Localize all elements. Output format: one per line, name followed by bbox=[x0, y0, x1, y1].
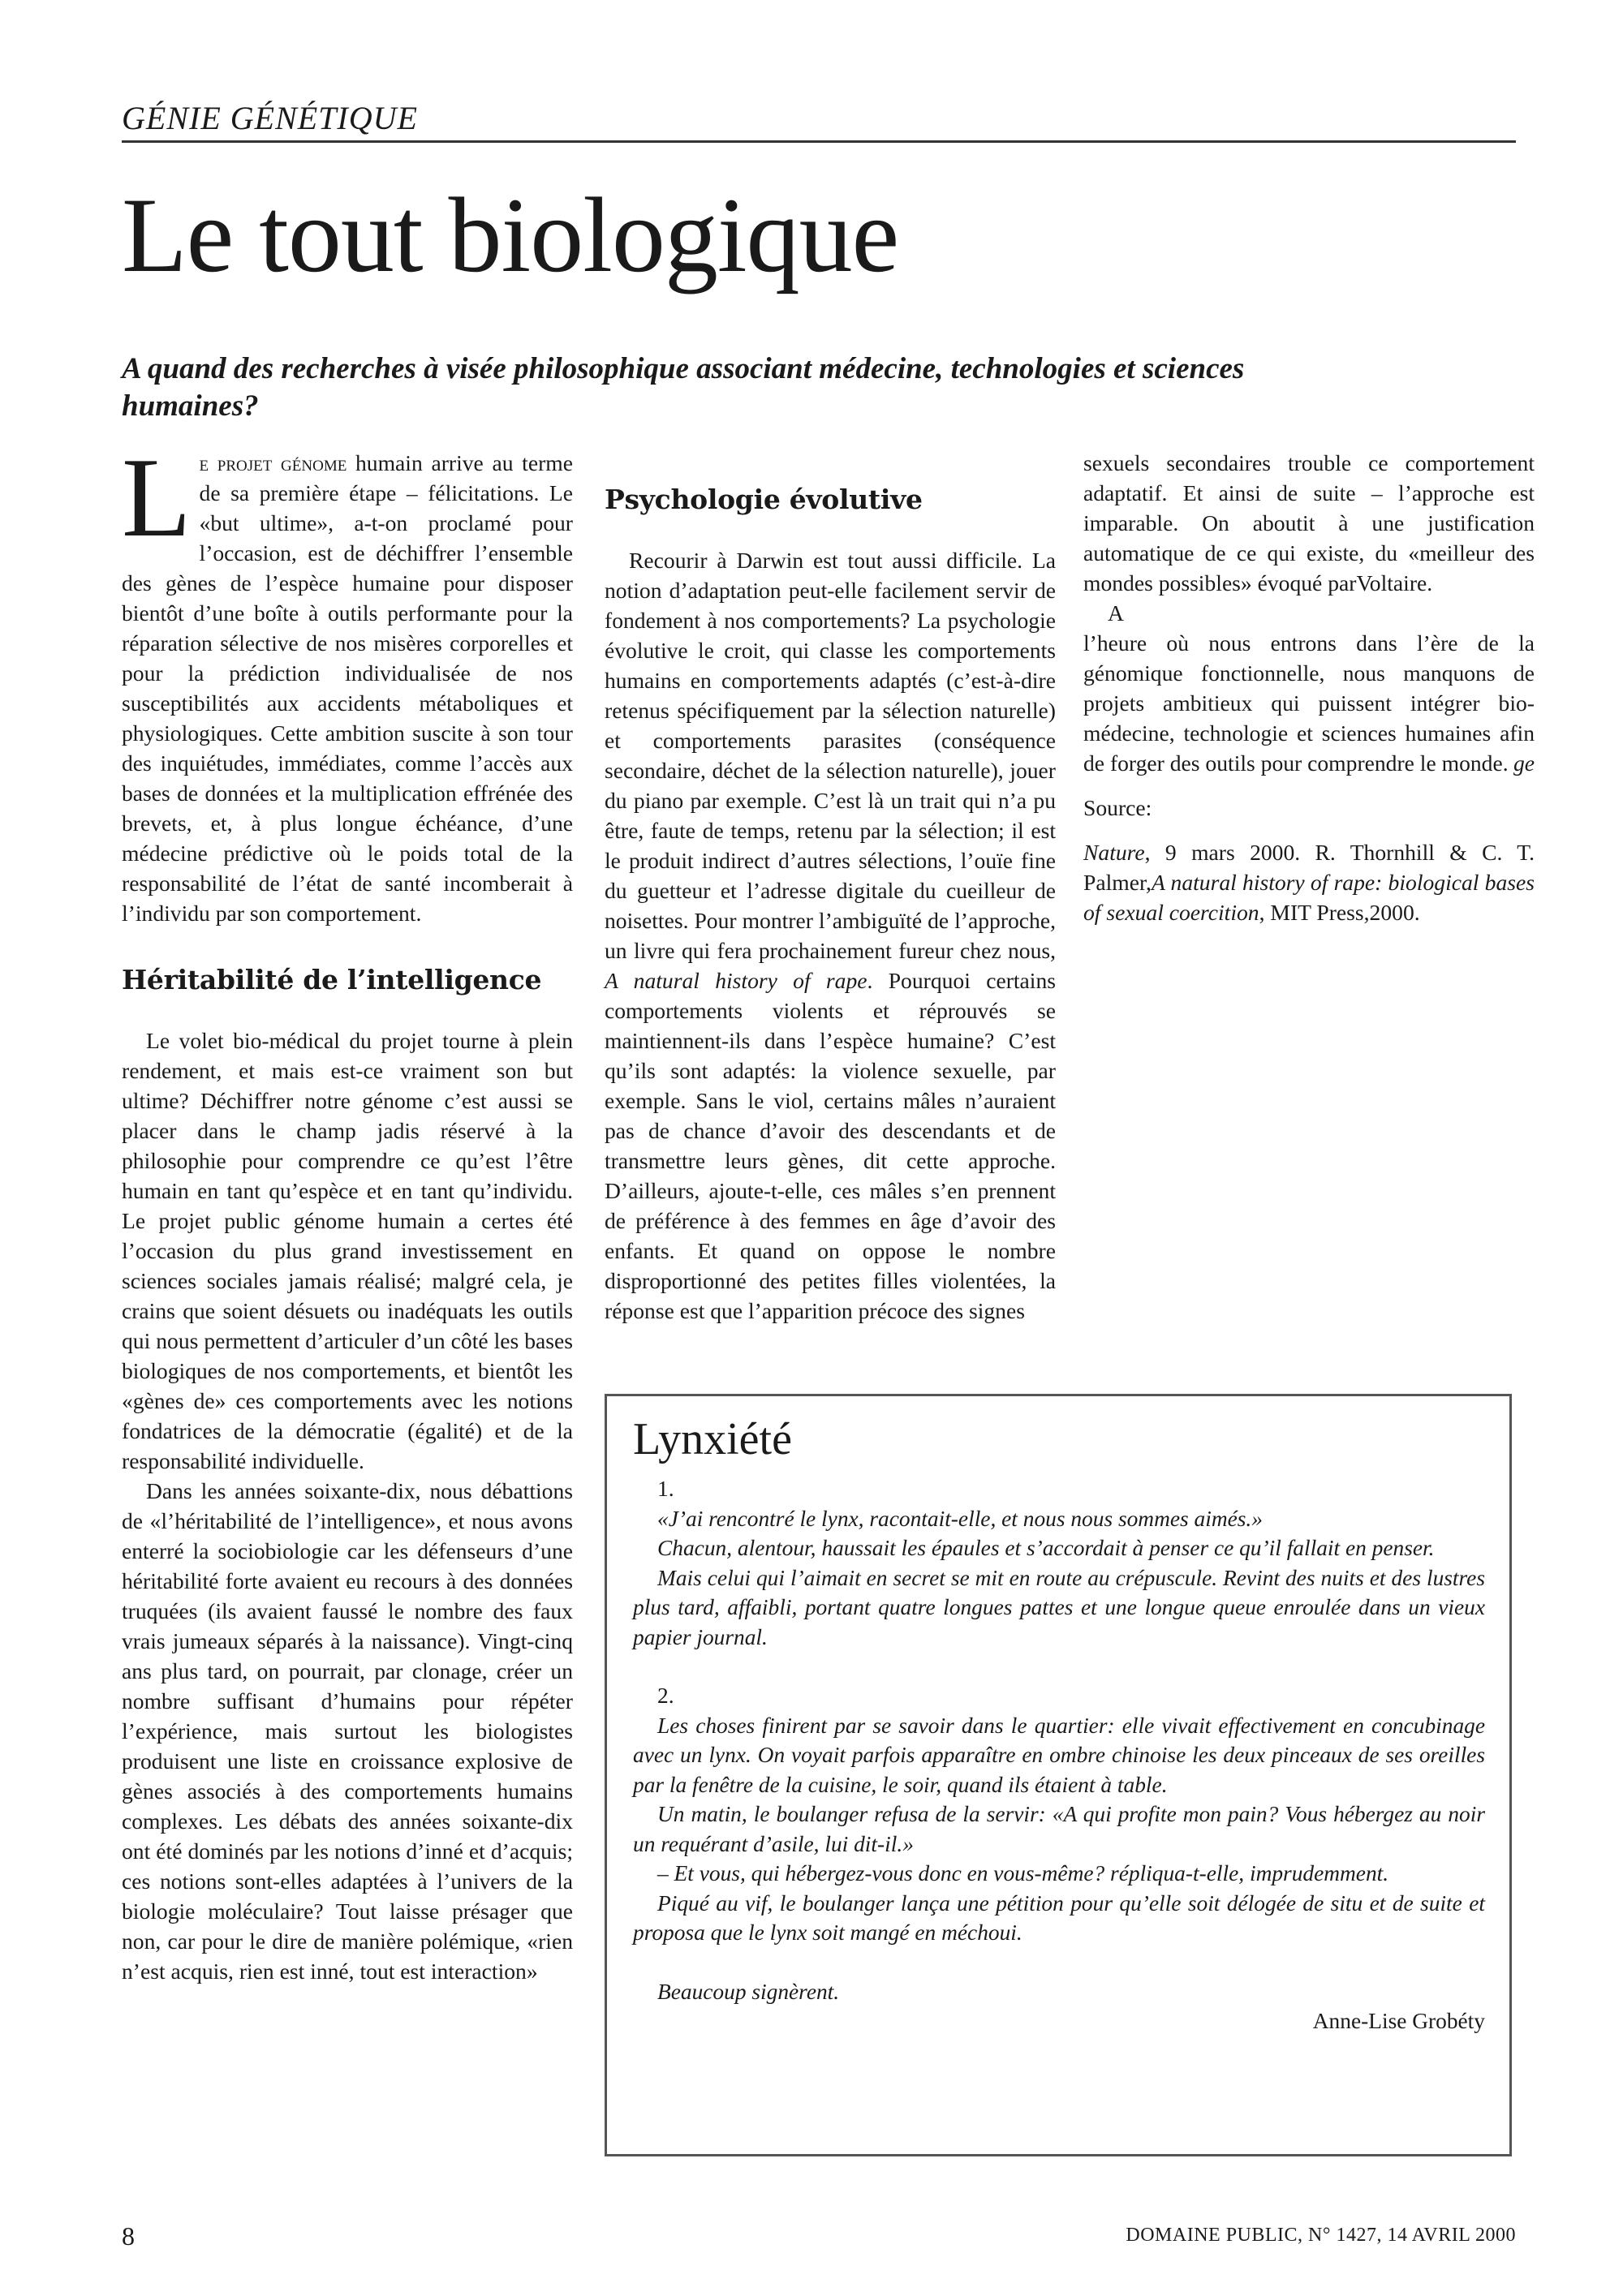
box-paragraph: Un matin, le boulanger refusa de la servir: «A qui profite mon pain? Vous hébergez au noir un requérant d’asile, lui dit-il.» bbox=[633, 1802, 1485, 1856]
article-lead: A quand des recherches à visée philosophique associant médecine, technologies et sciences humaines? bbox=[122, 352, 1245, 423]
box-paragraph: Les choses finirent par se savoir dans le quartier: elle vivait effectivement en concubinage avec un lynx. On voyait parfois apparaître en ombre chinoise les deux pinceaux de ses oreilles par la fenêtre de la cuisine, le soir, quand ils étaient à table. bbox=[633, 1713, 1485, 1797]
box-paragraph: – Et vous, qui hébergez-vous donc en vous-même? répliqua-t-elle, imprudemment. bbox=[657, 1861, 1389, 1885]
section-number: 2. bbox=[657, 1683, 674, 1708]
article-column-2 bbox=[605, 448, 1056, 1326]
article-column-3 bbox=[1083, 448, 1535, 927]
box-author: Anne-Lise Grobéty bbox=[1312, 2009, 1485, 2033]
paragraph-opening bbox=[122, 435, 573, 928]
paragraph: A bbox=[1108, 600, 1124, 626]
box-paragraph: «J’ai rencontré le lynx, racontait-elle, et nous nous sommes aimés.» bbox=[657, 1506, 1263, 1531]
paragraph-text: humain arrive au terme de sa première étape – félicitations. Le «but ultime», a-t-on proclamé pour l’occasion, est de déchiffrer l’ensemble des gènes de l’espèce humaine pour disposer bientôt d’une boîte à outils performante pour la réparation sélective de nos misères corporelles et pour la prédiction individualisée de nos susceptibilités aux accidents métaboliques et physiologiques. Cette ambition suscite à son tour des inquiétudes, immédiates, comme l’accès aux bases de données et la multiplication effrénée des brevets, et, à plus longue échéance, d’une médecine prédictive où le poids total de la responsabilité de l’état de santé incomberait à l’individu par son comportement. bbox=[122, 450, 573, 926]
subheading-heritabilite: Héritabilité de l’intelligence bbox=[122, 964, 542, 995]
paragraph: Recourir à Darwin est tout aussi difficile. La notion d’adaptation peut-elle facilement servir de fondement à nos comportements? La psychologie évolutive le croit, qui classe les comportements humains en comportements adaptés (c’est-à-dire retenus spécifiquement par la sélection naturelle) et comportements parasites (conséquence secondaire, déchet de la sélection naturelle), jouer du piano par exemple. C’est là un trait qui n’a pu être, faute de temps, retenu par la sélection; il est le produit indirect d’autres sélections, l’ouïe fine du guetteur et l’adresse digitale du cueilleur de noisettes. Pour montrer l’ambiguïté de l’approche, un livre qui fera prochainement fureur chez nous, A natural history of rape. Pourquoi certains comportements violents et réprouvés se maintiennent-ils dans l’espèce humaine? C’est qu’ils sont adaptés: la violence sexuelle, par exemple. Sans le viol, certains mâles n’auraient pas de chance d’avoir des descendants et de transmettre leurs gènes, dit cette approche. D’ailleurs, ajoute-t-elle, ces mâles s’en prennent de préférence à des femmes en âge d’avoir des enfants. Et quand on oppose le nombre disproportionné des petites filles violentées, la réponse est que l’apparition précoce des signes bbox=[605, 548, 1056, 1323]
box-paragraph: Beaucoup signèrent. bbox=[657, 1979, 840, 2004]
box-paragraph: Chacun, alentour, haussait les épaules et s’accordait à penser ce qu’il fallait en penser. bbox=[657, 1536, 1435, 1560]
paragraph: Dans les années soixante-dix, nous débattions de «l’héritabilité de l’intelligence», et nous avons enterré la sociobiologie car les défenseurs d’une héritabilité forte avaient eu recours à des données truquées (ils avaient faussé le nombre des faux vrais jumeaux séparés à la naissance). Vingt-cinq ans plus tard, on pourrait, par clonage, créer un nombre suffisant d’humains pour répéter l’expérience, mais surtout les biologistes produisent une liste en croissance explosive de gènes associés à des comportements humains complexes. Les débats des années soixante-dix ont été dominés par les notions d’inné et d’acquis; ces notions sont-elles adaptées à l’univers de la biologie moléculaire? Tout laisse présager que non, car pour le dire de manière polémique, «rien n’est acquis, rien est inné, tout est interaction» bbox=[122, 1478, 573, 1984]
article-column-1 bbox=[122, 435, 573, 1986]
section-number: 1. bbox=[657, 1477, 674, 1501]
box-title: Lynxiété bbox=[633, 1414, 792, 1464]
box-paragraph: Mais celui qui l’aimait en secret se mit en route au crépuscule. Revint des nuits et des lustres plus tard, affaibli, portant quatre longues pattes et une longue queue enroulée dans un vieux papier journal. bbox=[633, 1565, 1485, 1649]
page-number: 8 bbox=[122, 2221, 135, 2251]
paragraph: l’heure où nous entrons dans l’ère de la génomique fonctionnelle, nous manquons de projets ambitieux qui puissent intégrer bio-médecine, technologie et sciences humaines afin de forger des outils pour comprendre le monde. bbox=[1083, 630, 1535, 776]
paragraph: Le volet bio-médical du projet tourne à plein rendement, et mais est-ce vraiment son but ultime? Déchiffrer notre génome c’est aussi se placer dans le champ jadis réservé à la philosophie pour comprendre ce qu’est l’être humain en tant qu’espèce et en tant qu’individu. Le projet public génome humain a certes été l’occasion du plus grand investissement en sciences sociales jamais réalisé; malgré cela, je crains que soient désuets ou inadéquats les outils qui nous permettent d’articuler d’un côté les bases biologiques de nos comportements, et bientôt les «gènes de» ces comportements avec les notions fondatrices de la démocratie (égalité) et de la responsabilité individuelle. bbox=[122, 1028, 573, 1473]
section-rubric: GÉNIE GÉNÉTIQUE bbox=[122, 99, 1516, 143]
author-initials: ge bbox=[1513, 750, 1535, 776]
opening-smallcaps: e projet génome bbox=[199, 450, 347, 475]
paragraph: sexuels secondaires trouble ce comportement adaptatif. Et ainsi de suite – l’approche est imparable. On aboutit à une justification automatique de ce qui existe, du «meilleur des mondes possibles» évoqué parVoltaire. bbox=[1083, 450, 1535, 595]
box-paragraph: Piqué au vif, le boulanger lança une pétition pour qu’elle soit délogée de situ et de suite et proposa que le lynx soit mangé en méchoui. bbox=[633, 1890, 1485, 1945]
sidebar-box-lynxiete bbox=[605, 1394, 1512, 2156]
source-citation: Source: bbox=[1083, 795, 1152, 820]
subheading-psychologie: Psychologie évolutive bbox=[605, 484, 923, 515]
source-citation: Nature, 9 mars 2000. R. Thornhill & C. T. Palmer,A natural history of rape: biological bases of sexual coercition, MIT Press,2000. bbox=[1083, 840, 1535, 925]
drop-cap: L bbox=[122, 435, 192, 561]
publication-info: DOMAINE PUBLIC, N° 1427, 14 AVRIL 2000 bbox=[1126, 2225, 1516, 2246]
article-title: Le tout biologique bbox=[122, 175, 899, 295]
book-title: A natural history of rape bbox=[605, 968, 867, 993]
